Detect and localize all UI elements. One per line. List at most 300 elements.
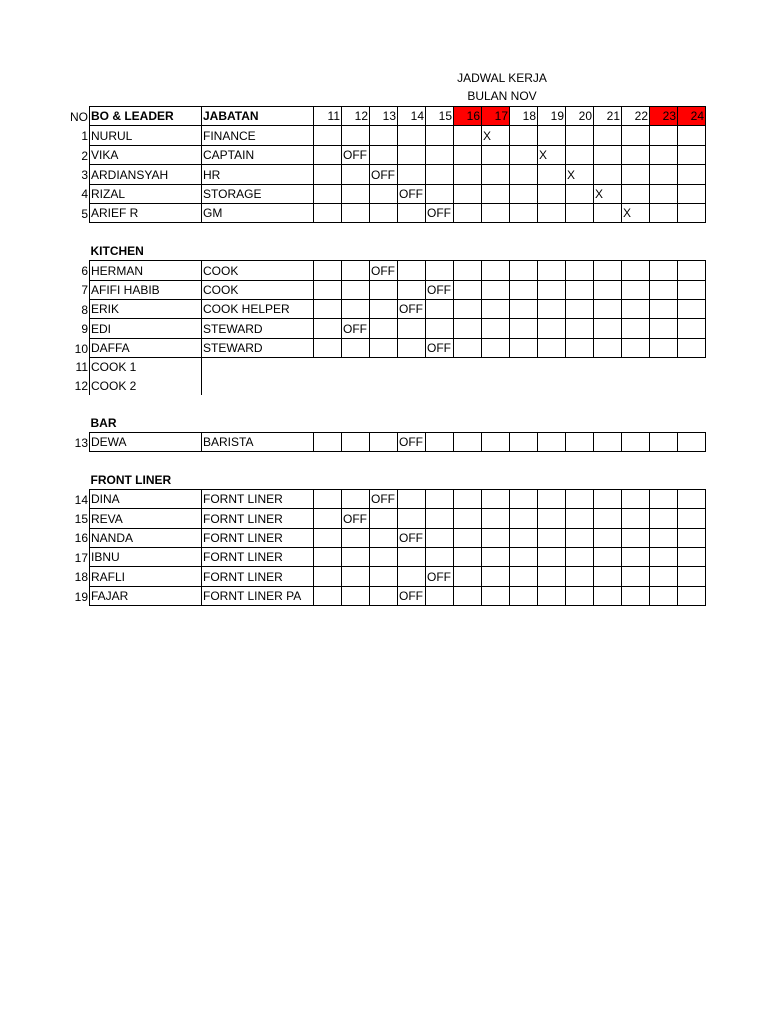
employee-position: FORNT LINER bbox=[202, 528, 314, 547]
schedule-cell bbox=[678, 567, 706, 586]
schedule-cell bbox=[622, 567, 650, 586]
schedule-cell bbox=[650, 432, 678, 451]
employee-name: IBNU bbox=[90, 547, 202, 566]
employee-name: ARIEF R bbox=[90, 203, 202, 222]
row-number: 10 bbox=[74, 341, 88, 356]
schedule-cell bbox=[454, 509, 482, 528]
row-number: 19 bbox=[74, 589, 88, 604]
row-number: 18 bbox=[74, 570, 88, 585]
section-title-row bbox=[60, 470, 706, 489]
row-number: 9 bbox=[81, 322, 88, 337]
schedule-cell: OFF bbox=[342, 509, 370, 528]
header-day-16: 16 bbox=[454, 107, 482, 126]
schedule-cell bbox=[342, 586, 370, 605]
schedule-cell bbox=[370, 567, 398, 586]
schedule-cell bbox=[314, 376, 342, 394]
schedule-cell bbox=[510, 126, 538, 145]
header-day-18: 18 bbox=[510, 107, 538, 126]
section-title: KITCHEN bbox=[90, 244, 144, 259]
schedule-cell bbox=[566, 319, 594, 338]
schedule-cell: OFF bbox=[370, 489, 398, 508]
schedule-cell bbox=[678, 165, 706, 184]
schedule-cell bbox=[314, 126, 342, 145]
schedule-cell bbox=[678, 319, 706, 338]
schedule-cell bbox=[538, 509, 566, 528]
schedule-cell bbox=[510, 509, 538, 528]
schedule-cell bbox=[314, 489, 342, 508]
header-day-23: 23 bbox=[650, 107, 678, 126]
table-row bbox=[60, 165, 706, 184]
schedule-cell bbox=[342, 280, 370, 299]
schedule-cell bbox=[454, 145, 482, 164]
schedule-cell bbox=[398, 165, 426, 184]
schedule-cell bbox=[370, 432, 398, 451]
schedule-cell bbox=[398, 376, 426, 394]
schedule-cell bbox=[314, 547, 342, 566]
employee-position: STORAGE bbox=[202, 184, 314, 203]
section-title-spacer bbox=[60, 470, 90, 489]
schedule-cell bbox=[510, 261, 538, 280]
schedule-cell bbox=[482, 338, 510, 357]
schedule-cell bbox=[510, 489, 538, 508]
schedule-cell bbox=[566, 528, 594, 547]
schedule-cell bbox=[314, 203, 342, 222]
schedule-table bbox=[60, 106, 706, 606]
schedule-cell: OFF bbox=[398, 299, 426, 318]
schedule-cell: OFF bbox=[370, 165, 398, 184]
schedule-cell bbox=[650, 338, 678, 357]
schedule-cell bbox=[342, 547, 370, 566]
schedule-cell: OFF bbox=[342, 145, 370, 164]
schedule-cell bbox=[398, 567, 426, 586]
schedule-cell bbox=[622, 376, 650, 394]
schedule-cell bbox=[398, 338, 426, 357]
schedule-cell bbox=[314, 358, 342, 377]
schedule-cell bbox=[538, 376, 566, 394]
schedule-cell bbox=[538, 528, 566, 547]
schedule-cell bbox=[370, 145, 398, 164]
section-title: BAR bbox=[90, 415, 117, 430]
schedule-cell bbox=[314, 145, 342, 164]
schedule-cell bbox=[454, 338, 482, 357]
table-row bbox=[60, 145, 706, 164]
schedule-cell bbox=[650, 261, 678, 280]
schedule-cell bbox=[678, 184, 706, 203]
schedule-cell: OFF bbox=[426, 203, 454, 222]
schedule-cell bbox=[426, 358, 454, 377]
employee-name: FAJAR bbox=[90, 586, 202, 605]
schedule-cell bbox=[370, 184, 398, 203]
employee-name: RIZAL bbox=[90, 184, 202, 203]
schedule-cell bbox=[566, 126, 594, 145]
schedule-cell bbox=[314, 165, 342, 184]
employee-position: HR bbox=[202, 165, 314, 184]
schedule-cell bbox=[566, 376, 594, 394]
schedule-cell bbox=[678, 432, 706, 451]
schedule-cell bbox=[482, 509, 510, 528]
row-number: 12 bbox=[74, 378, 88, 393]
employee-name: EDI bbox=[90, 319, 202, 338]
schedule-cell bbox=[566, 299, 594, 318]
schedule-cell bbox=[678, 261, 706, 280]
schedule-cell bbox=[566, 509, 594, 528]
schedule-cell bbox=[650, 358, 678, 377]
spacer-cell bbox=[60, 223, 706, 242]
schedule-cell bbox=[370, 126, 398, 145]
schedule-cell bbox=[398, 280, 426, 299]
schedule-cell bbox=[594, 203, 622, 222]
schedule-cell bbox=[594, 319, 622, 338]
schedule-cell bbox=[398, 489, 426, 508]
schedule-cell bbox=[510, 376, 538, 394]
spacer-row bbox=[60, 452, 706, 471]
schedule-cell bbox=[678, 338, 706, 357]
employee-name: VIKA bbox=[90, 145, 202, 164]
schedule-cell bbox=[426, 432, 454, 451]
schedule-cell bbox=[678, 376, 706, 394]
schedule-cell bbox=[482, 528, 510, 547]
header-day-14: 14 bbox=[398, 107, 426, 126]
schedule-cell bbox=[678, 586, 706, 605]
schedule-cell bbox=[426, 145, 454, 164]
row-number: 1 bbox=[81, 129, 88, 144]
schedule-cell: OFF bbox=[426, 280, 454, 299]
table-row bbox=[60, 567, 706, 586]
schedule-cell bbox=[566, 184, 594, 203]
schedule-cell: X bbox=[538, 145, 566, 164]
schedule-cell: OFF bbox=[370, 261, 398, 280]
schedule-cell bbox=[426, 376, 454, 394]
table-row bbox=[60, 586, 706, 605]
employee-name: DEWA bbox=[90, 432, 202, 451]
employee-name: NURUL bbox=[90, 126, 202, 145]
schedule-cell bbox=[538, 338, 566, 357]
section-title-row bbox=[60, 413, 706, 432]
schedule-cell bbox=[622, 358, 650, 377]
schedule-cell bbox=[622, 586, 650, 605]
schedule-cell bbox=[510, 280, 538, 299]
schedule-cell bbox=[398, 319, 426, 338]
schedule-cell bbox=[678, 528, 706, 547]
schedule-cell bbox=[426, 489, 454, 508]
header-section: BO & LEADER bbox=[90, 107, 202, 126]
table-row bbox=[60, 376, 706, 394]
header-day-17: 17 bbox=[482, 107, 510, 126]
schedule-cell bbox=[454, 528, 482, 547]
employee-position: COOK HELPER bbox=[202, 299, 314, 318]
schedule-cell bbox=[342, 184, 370, 203]
schedule-cell bbox=[622, 489, 650, 508]
schedule-cell: X bbox=[594, 184, 622, 203]
schedule-cell bbox=[594, 489, 622, 508]
schedule-cell bbox=[426, 509, 454, 528]
schedule-cell bbox=[538, 299, 566, 318]
schedule-cell bbox=[314, 432, 342, 451]
schedule-cell bbox=[622, 528, 650, 547]
table-row bbox=[60, 509, 706, 528]
table-row bbox=[60, 528, 706, 547]
schedule-cell bbox=[678, 145, 706, 164]
header-row bbox=[60, 107, 706, 126]
section-title: FRONT LINER bbox=[90, 472, 172, 487]
header-day-22: 22 bbox=[622, 107, 650, 126]
schedule-cell bbox=[678, 547, 706, 566]
schedule-cell bbox=[510, 203, 538, 222]
schedule-cell bbox=[650, 586, 678, 605]
schedule-cell: OFF bbox=[398, 528, 426, 547]
schedule-cell bbox=[370, 586, 398, 605]
schedule-cell bbox=[510, 145, 538, 164]
row-number: 4 bbox=[81, 187, 88, 202]
row-number: 16 bbox=[74, 531, 88, 546]
schedule-cell bbox=[594, 165, 622, 184]
schedule-cell bbox=[342, 376, 370, 394]
table-row bbox=[60, 319, 706, 338]
schedule-cell bbox=[342, 489, 370, 508]
schedule-cell bbox=[594, 145, 622, 164]
schedule-cell bbox=[594, 280, 622, 299]
schedule-cell bbox=[538, 280, 566, 299]
schedule-cell bbox=[342, 299, 370, 318]
employee-name: COOK 2 bbox=[90, 376, 202, 394]
row-number: 14 bbox=[74, 492, 88, 507]
schedule-cell bbox=[678, 280, 706, 299]
header-day-15: 15 bbox=[426, 107, 454, 126]
table-row bbox=[60, 489, 706, 508]
schedule-cell: X bbox=[566, 165, 594, 184]
row-number: 8 bbox=[81, 302, 88, 317]
schedule-cell bbox=[622, 126, 650, 145]
section-title-spacer bbox=[60, 242, 90, 261]
employee-position: FORNT LINER bbox=[202, 547, 314, 566]
employee-position: STEWARD bbox=[202, 338, 314, 357]
schedule-cell bbox=[314, 184, 342, 203]
schedule-cell bbox=[566, 261, 594, 280]
employee-position: GM bbox=[202, 203, 314, 222]
schedule-cell bbox=[482, 280, 510, 299]
schedule-cell bbox=[454, 489, 482, 508]
schedule-cell bbox=[622, 547, 650, 566]
schedule-cell bbox=[538, 358, 566, 377]
schedule-cell bbox=[678, 489, 706, 508]
table-row bbox=[60, 547, 706, 566]
schedule-cell bbox=[482, 586, 510, 605]
schedule-cell bbox=[538, 489, 566, 508]
spacer-cell bbox=[60, 395, 706, 413]
employee-name: REVA bbox=[90, 509, 202, 528]
schedule-cell bbox=[622, 299, 650, 318]
schedule-cell bbox=[650, 203, 678, 222]
schedule-cell bbox=[678, 299, 706, 318]
schedule-cell bbox=[370, 547, 398, 566]
header-day-20: 20 bbox=[566, 107, 594, 126]
schedule-cell bbox=[650, 489, 678, 508]
schedule-cell bbox=[426, 299, 454, 318]
schedule-cell bbox=[314, 509, 342, 528]
schedule-cell bbox=[650, 547, 678, 566]
employee-position: CAPTAIN bbox=[202, 145, 314, 164]
table-row bbox=[60, 338, 706, 357]
row-number: 13 bbox=[74, 435, 88, 450]
schedule-cell bbox=[314, 567, 342, 586]
schedule-cell bbox=[342, 567, 370, 586]
employee-position: FORNT LINER bbox=[202, 509, 314, 528]
schedule-cell bbox=[538, 126, 566, 145]
schedule-cell bbox=[566, 547, 594, 566]
schedule-cell bbox=[370, 509, 398, 528]
header-day-11: 11 bbox=[314, 107, 342, 126]
schedule-cell bbox=[370, 299, 398, 318]
schedule-cell bbox=[482, 489, 510, 508]
schedule-cell bbox=[342, 358, 370, 377]
schedule-cell bbox=[370, 338, 398, 357]
table-row bbox=[60, 358, 706, 377]
schedule-cell: X bbox=[482, 126, 510, 145]
schedule-cell bbox=[538, 547, 566, 566]
schedule-cell bbox=[426, 126, 454, 145]
schedule-cell bbox=[370, 280, 398, 299]
schedule-cell bbox=[566, 145, 594, 164]
section-title-fill bbox=[314, 413, 706, 432]
schedule-cell bbox=[342, 432, 370, 451]
header-day-24: 24 bbox=[678, 107, 706, 126]
schedule-cell bbox=[510, 299, 538, 318]
employee-name: HERMAN bbox=[90, 261, 202, 280]
schedule-cell bbox=[650, 184, 678, 203]
employee-name: ARDIANSYAH bbox=[90, 165, 202, 184]
schedule-cell bbox=[342, 203, 370, 222]
schedule-cell bbox=[314, 319, 342, 338]
schedule-cell bbox=[594, 126, 622, 145]
spacer-row bbox=[60, 395, 706, 413]
schedule-cell bbox=[314, 280, 342, 299]
employee-position: FORNT LINER bbox=[202, 567, 314, 586]
table-row bbox=[60, 432, 706, 451]
schedule-cell bbox=[482, 145, 510, 164]
schedule-cell: OFF bbox=[426, 338, 454, 357]
table-row bbox=[60, 184, 706, 203]
schedule-title: JADWAL KERJA bbox=[457, 71, 547, 85]
schedule-cell bbox=[538, 203, 566, 222]
schedule-cell bbox=[650, 126, 678, 145]
schedule-cell bbox=[482, 203, 510, 222]
row-number: 15 bbox=[74, 512, 88, 527]
schedule-cell bbox=[538, 261, 566, 280]
schedule-cell bbox=[342, 165, 370, 184]
schedule-cell bbox=[650, 165, 678, 184]
schedule-cell: OFF bbox=[398, 586, 426, 605]
employee-name: DAFFA bbox=[90, 338, 202, 357]
section-title-fill bbox=[314, 242, 706, 261]
schedule-cell bbox=[482, 165, 510, 184]
employee-position bbox=[202, 358, 314, 377]
schedule-cell bbox=[370, 358, 398, 377]
spacer-row bbox=[60, 223, 706, 242]
schedule-cell bbox=[454, 203, 482, 222]
schedule-cell bbox=[538, 165, 566, 184]
schedule-cell bbox=[482, 432, 510, 451]
schedule-cell bbox=[538, 432, 566, 451]
table-row bbox=[60, 126, 706, 145]
schedule-cell bbox=[650, 299, 678, 318]
schedule-cell bbox=[566, 489, 594, 508]
schedule-cell bbox=[454, 280, 482, 299]
employee-position: BARISTA bbox=[202, 432, 314, 451]
schedule-cell bbox=[398, 509, 426, 528]
schedule-cell bbox=[482, 319, 510, 338]
row-number: 17 bbox=[74, 550, 88, 565]
schedule-cell bbox=[454, 184, 482, 203]
employee-name: DINA bbox=[90, 489, 202, 508]
schedule-cell bbox=[398, 203, 426, 222]
schedule-cell bbox=[622, 165, 650, 184]
employee-position: COOK bbox=[202, 261, 314, 280]
table-row bbox=[60, 261, 706, 280]
schedule-cell bbox=[678, 126, 706, 145]
schedule-cell bbox=[342, 528, 370, 547]
schedule-cell bbox=[454, 376, 482, 394]
section-title-row bbox=[60, 242, 706, 261]
employee-name: NANDA bbox=[90, 528, 202, 547]
row-number: 6 bbox=[81, 264, 88, 279]
schedule-cell bbox=[454, 432, 482, 451]
schedule-cell bbox=[454, 319, 482, 338]
schedule-cell bbox=[650, 376, 678, 394]
schedule-cell bbox=[426, 528, 454, 547]
row-number: 11 bbox=[75, 360, 88, 375]
employee-name: RAFLI bbox=[90, 567, 202, 586]
schedule-cell: OFF bbox=[426, 567, 454, 586]
schedule-cell bbox=[426, 586, 454, 605]
schedule-cell bbox=[538, 586, 566, 605]
schedule-cell bbox=[594, 358, 622, 377]
header-day-19: 19 bbox=[538, 107, 566, 126]
employee-position: FORNT LINER PA bbox=[202, 586, 314, 605]
row-number: 5 bbox=[81, 206, 88, 221]
schedule-cell bbox=[454, 299, 482, 318]
schedule-cell bbox=[314, 586, 342, 605]
schedule-cell bbox=[594, 376, 622, 394]
schedule-cell bbox=[566, 203, 594, 222]
schedule-cell bbox=[454, 358, 482, 377]
schedule-cell bbox=[650, 145, 678, 164]
schedule-cell bbox=[650, 528, 678, 547]
schedule-cell bbox=[594, 567, 622, 586]
schedule-cell bbox=[622, 338, 650, 357]
employee-position: FORNT LINER bbox=[202, 489, 314, 508]
table-row bbox=[60, 203, 706, 222]
schedule-cell bbox=[622, 280, 650, 299]
schedule-cell bbox=[650, 509, 678, 528]
schedule-cell bbox=[342, 126, 370, 145]
schedule-cell bbox=[622, 319, 650, 338]
schedule-cell bbox=[426, 261, 454, 280]
schedule-cell bbox=[538, 319, 566, 338]
schedule-cell bbox=[594, 432, 622, 451]
schedule-cell bbox=[482, 376, 510, 394]
schedule-cell bbox=[566, 567, 594, 586]
schedule-cell bbox=[622, 184, 650, 203]
schedule-cell bbox=[650, 280, 678, 299]
schedule-cell bbox=[342, 261, 370, 280]
section-title-spacer bbox=[60, 413, 90, 432]
schedule-cell bbox=[454, 567, 482, 586]
schedule-cell bbox=[566, 358, 594, 377]
schedule-month: BULAN NOV bbox=[467, 89, 537, 103]
schedule-cell bbox=[370, 376, 398, 394]
schedule-cell bbox=[398, 261, 426, 280]
schedule-cell bbox=[314, 338, 342, 357]
